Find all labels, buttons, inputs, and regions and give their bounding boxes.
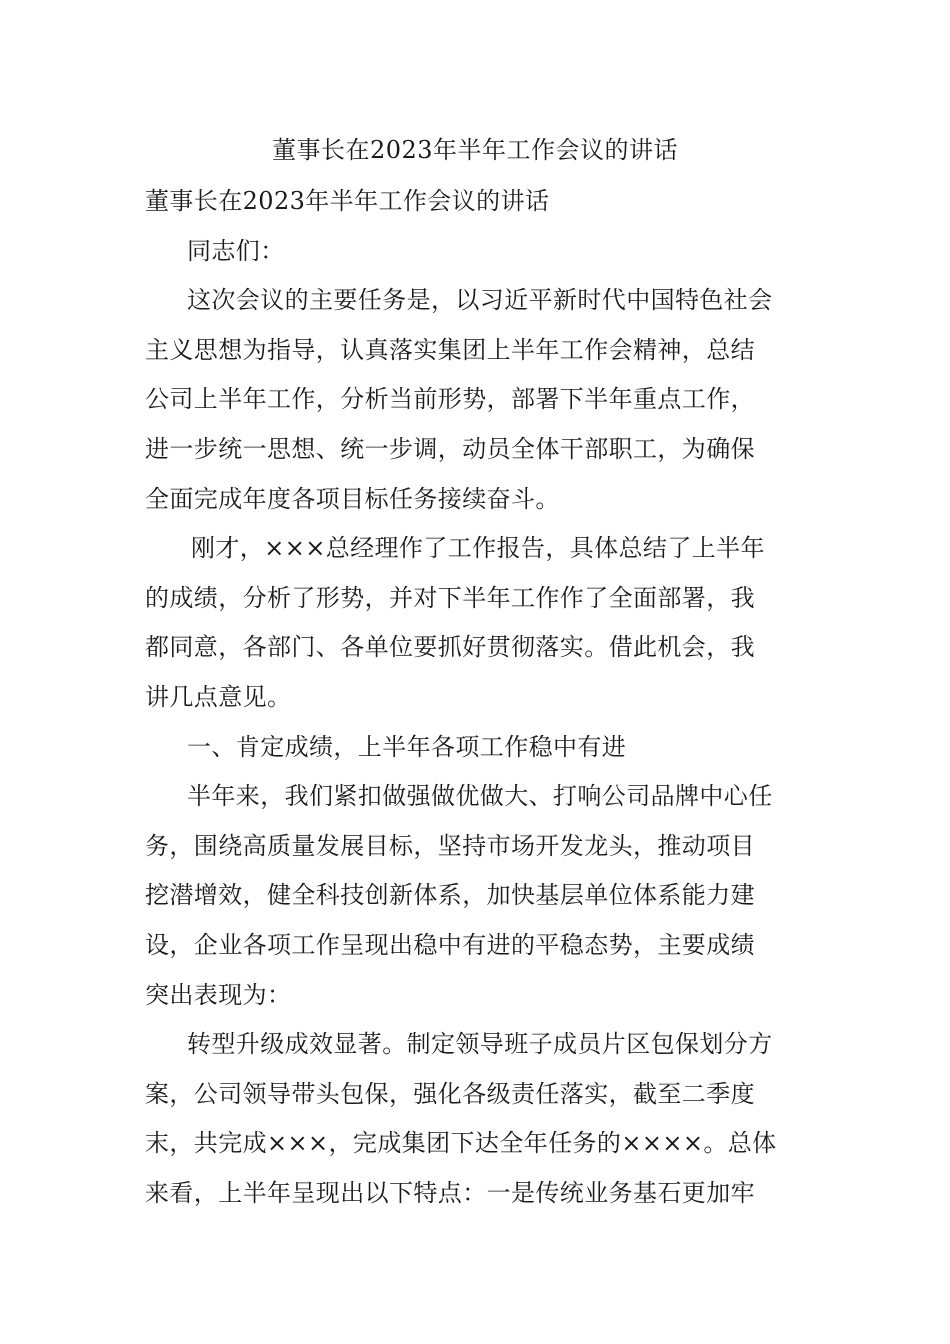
paragraph-line: 末，共完成×××，完成集团下达全年任务的××××。总体 bbox=[145, 1129, 777, 1158]
paragraph-line: 公司上半年工作，分析当前形势，部署下半年重点工作， bbox=[145, 385, 755, 414]
salutation-line: 同志们： bbox=[187, 236, 285, 265]
section-heading: 一、肯定成绩，上半年各项工作稳中有进 bbox=[187, 732, 627, 761]
paragraph-line: 挖潜增效，健全科技创新体系，加快基层单位体系能力建 bbox=[145, 881, 755, 910]
paragraph-line: 设，企业各项工作呈现出稳中有进的平稳态势，主要成绩 bbox=[145, 930, 755, 959]
paragraph-line: 案，公司领导带头包保，强化各级责任落实，截至二季度 bbox=[145, 1079, 755, 1108]
paragraph-line: 进一步统一思想、统一步调，动员全体干部职工，为确保 bbox=[145, 434, 755, 463]
paragraph-line: 这次会议的主要任务是，以习近平新时代中国特色社会 bbox=[187, 286, 773, 315]
paragraph-line: 半年来，我们紧扣做强做优做大、打响公司品牌中心任 bbox=[187, 782, 773, 811]
paragraph-line: 讲几点意见。 bbox=[145, 682, 292, 711]
paragraph-line: 转型升级成效显著。制定领导班子成员片区包保划分方 bbox=[187, 1030, 773, 1059]
document-title: 董事长在2023年半年工作会议的讲话 bbox=[271, 136, 679, 164]
paragraph-line: 务，围绕高质量发展目标，坚持市场开发龙头，推动项目 bbox=[145, 831, 755, 860]
paragraph-line: 的成绩，分析了形势，并对下半年工作作了全面部署，我 bbox=[145, 583, 755, 612]
paragraph-line: 全面完成年度各项目标任务接续奋斗。 bbox=[145, 484, 560, 513]
paragraph-line: 来看，上半年呈现出以下特点：一是传统业务基石更加牢 bbox=[145, 1178, 755, 1207]
paragraph-line: 都同意，各部门、各单位要抓好贯彻落实。借此机会，我 bbox=[145, 633, 755, 662]
paragraph-line: 刚才，×××总经理作了工作报告，具体总结了上半年 bbox=[191, 534, 765, 563]
document-body bbox=[145, 177, 810, 1218]
subtitle-line: 董事长在2023年半年工作会议的讲话 bbox=[145, 187, 550, 215]
paragraph-line: 主义思想为指导，认真落实集团上半年工作会精神，总结 bbox=[145, 335, 755, 364]
paragraph-line: 突出表现为： bbox=[145, 980, 292, 1009]
